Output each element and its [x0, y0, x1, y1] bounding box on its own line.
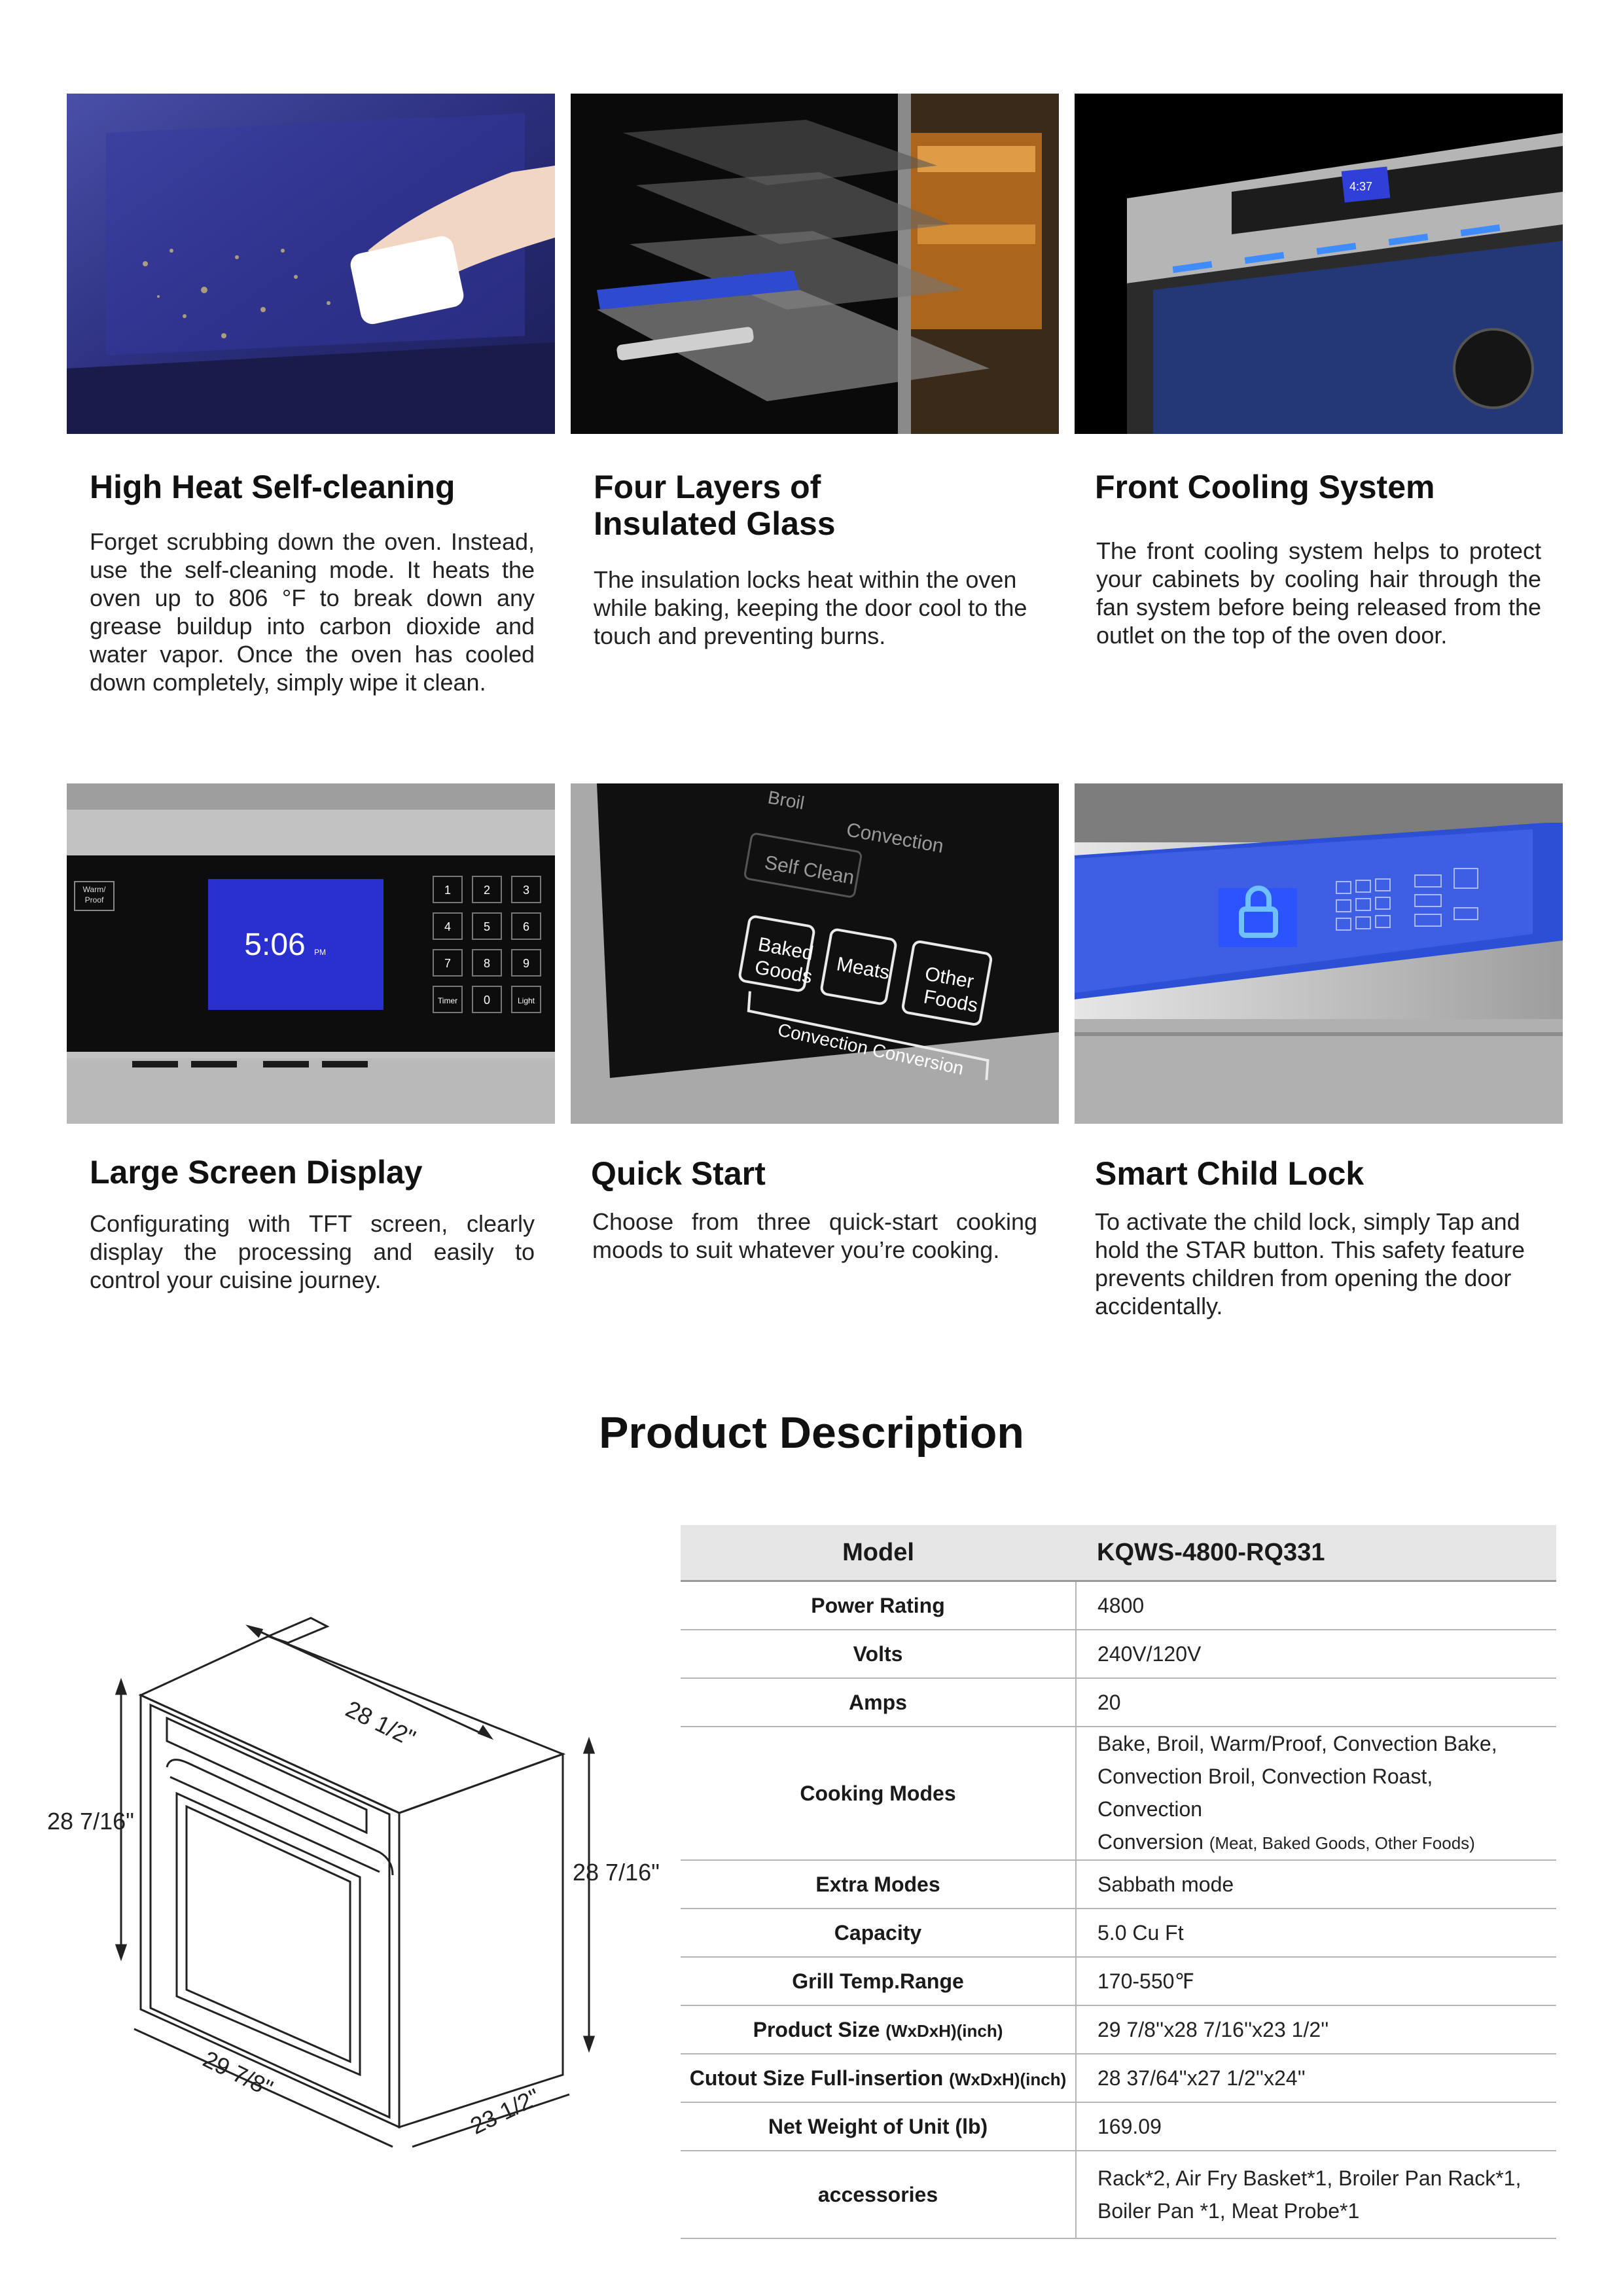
table-row — [681, 2054, 1556, 2102]
table-row — [681, 1909, 1556, 1957]
spec-table — [681, 1525, 1556, 2239]
cooling-system-photo — [1075, 94, 1563, 434]
feature-body-self-cleaning: Forget scrubbing down the oven. Instead, use the self-cleaning mode. It heats the oven up to 806 °F to break down any grease buildup into carbon dioxide and water vapor. Once the oven has cooled down completely, simply wipe it clean. — [90, 528, 535, 696]
display-clock-text: 5:06 — [244, 927, 306, 962]
spec-header-value: KQWS-4800-RQ331 — [1076, 1525, 1556, 1581]
key-3: 3 — [522, 884, 530, 897]
spec-value: Rack*2, Air Fry Basket*1, Broiler Pan Rack*1, Boiler Pan *1, Meat Probe*1 — [1076, 2151, 1556, 2238]
section-title: Product Description — [599, 1408, 1024, 1458]
spec-value: Bake, Broil, Warm/Proof, Convection Bake, Convection Broil, Convection Roast, Convection Conversion (Meat, Baked Goods, Other Foods) — [1076, 1727, 1556, 1860]
key-4: 4 — [444, 920, 452, 933]
feature-body-screen-display: Configurating with TFT screen, clearly display the processing and easily to control your cuisine journey. — [90, 1210, 535, 1293]
spec-value: 28 37/64''x27 1/2''x24'' — [1076, 2054, 1556, 2102]
insulated-glass-photo — [571, 94, 1059, 434]
key-0: 0 — [483, 994, 491, 1007]
key-8: 8 — [483, 957, 491, 970]
display-pm-text: PM — [314, 948, 326, 957]
spec-value: 4800 — [1076, 1581, 1556, 1630]
spec-label: Product Size (WxDxH)(inch) — [681, 2005, 1076, 2054]
key-1: 1 — [444, 884, 452, 897]
baked-label: Baked — [756, 933, 815, 965]
spec-label: Volts — [681, 1630, 1076, 1678]
feature-body-quick-start: Choose from three quick-start cooking moods to suit whatever you’re cooking. — [592, 1208, 1037, 1263]
other-label: Other — [923, 963, 976, 993]
meats-label: Meats — [834, 953, 891, 984]
table-row — [681, 1727, 1556, 1860]
table-row — [681, 2005, 1556, 2054]
spec-label: Cooking Modes — [681, 1727, 1076, 1860]
spec-value: 169.09 — [1076, 2102, 1556, 2151]
dim-top-depth: 28 1/2" — [342, 1695, 420, 1752]
table-row — [681, 2102, 1556, 2151]
spec-value: 240V/120V — [1076, 1630, 1556, 1678]
key-5: 5 — [483, 920, 491, 933]
feature-title-cooling-system: Front Cooling System — [1095, 469, 1435, 505]
convection-label: Convection — [844, 819, 946, 857]
feature-title-quick-start: Quick Start — [591, 1155, 766, 1192]
spec-label: Capacity — [681, 1909, 1076, 1957]
table-row — [681, 1860, 1556, 1909]
child-lock-photo — [1075, 783, 1563, 1124]
key-timer: Timer — [437, 996, 458, 1005]
conversion-label: Convection Conversion — [776, 1019, 966, 1079]
feature-body-child-lock: To activate the child lock, simply Tap and hold the STAR button. This safety feature prevents children from opening the door accidentally. — [1095, 1208, 1525, 1319]
spec-value: 20 — [1076, 1678, 1556, 1727]
dim-bottom-depth: 23 1/2" — [466, 2083, 544, 2140]
screen-display-photo — [67, 783, 555, 1124]
table-row — [681, 1678, 1556, 1727]
dim-right-height: 28 7/16" — [573, 1859, 660, 1886]
warm-proof-label-2: Proof — [84, 895, 104, 905]
self-clean-label: Self Clean — [762, 852, 856, 889]
table-row — [681, 1957, 1556, 2005]
spec-label: accessories — [681, 2151, 1076, 2238]
spec-label: Cutout Size Full-insertion (WxDxH)(inch) — [681, 2054, 1076, 2102]
dim-left-height: 28 7/16" — [47, 1808, 134, 1835]
spec-value: 5.0 Cu Ft — [1076, 1909, 1556, 1957]
key-2: 2 — [483, 884, 491, 897]
table-row — [681, 1630, 1556, 1678]
cooling-clock-text: 4:37 — [1349, 180, 1373, 193]
quick-start-photo — [571, 783, 1059, 1124]
foods-label: Foods — [921, 986, 980, 1017]
feature-body-cooling-system: The front cooling system helps to protect your cabinets by cooling hair through the fan system before being released from the outlet on the top of the oven door. — [1096, 537, 1541, 649]
spec-value: 29 7/8''x28 7/16''x23 1/2'' — [1076, 2005, 1556, 2054]
goods-label: Goods — [753, 956, 814, 988]
feature-title-self-cleaning: High Heat Self-cleaning — [90, 469, 455, 505]
spec-value: 170-550℉ — [1076, 1957, 1556, 2005]
spec-value: Sabbath mode — [1076, 1860, 1556, 1909]
warm-proof-label-1: Warm/ — [82, 885, 106, 894]
spec-header-label: Model — [681, 1525, 1076, 1581]
self-cleaning-photo — [67, 94, 555, 434]
spec-label: Amps — [681, 1678, 1076, 1727]
key-9: 9 — [522, 957, 530, 970]
feature-title-screen-display: Large Screen Display — [90, 1154, 423, 1191]
key-light: Light — [517, 996, 535, 1005]
spec-header-row — [681, 1525, 1556, 1581]
table-row — [681, 2151, 1556, 2238]
table-row — [681, 1581, 1556, 1630]
feature-title-child-lock: Smart Child Lock — [1095, 1155, 1364, 1192]
spec-label: Grill Temp.Range — [681, 1957, 1076, 2005]
dim-bottom-width: 29 7/8" — [199, 2045, 277, 2102]
key-6: 6 — [522, 920, 530, 933]
spec-label: Net Weight of Unit (lb) — [681, 2102, 1076, 2151]
feature-body-insulated-glass: The insulation locks heat within the oven while baking, keeping the door cool to the touch and preventing burns. — [594, 566, 1027, 649]
broil-label-visible: Broil — [766, 787, 806, 814]
feature-title-insulated-glass: Four Layers of Insulated Glass — [594, 469, 836, 542]
spec-label: Power Rating — [681, 1581, 1076, 1630]
spec-label: Extra Modes — [681, 1860, 1076, 1909]
key-7: 7 — [444, 957, 452, 970]
